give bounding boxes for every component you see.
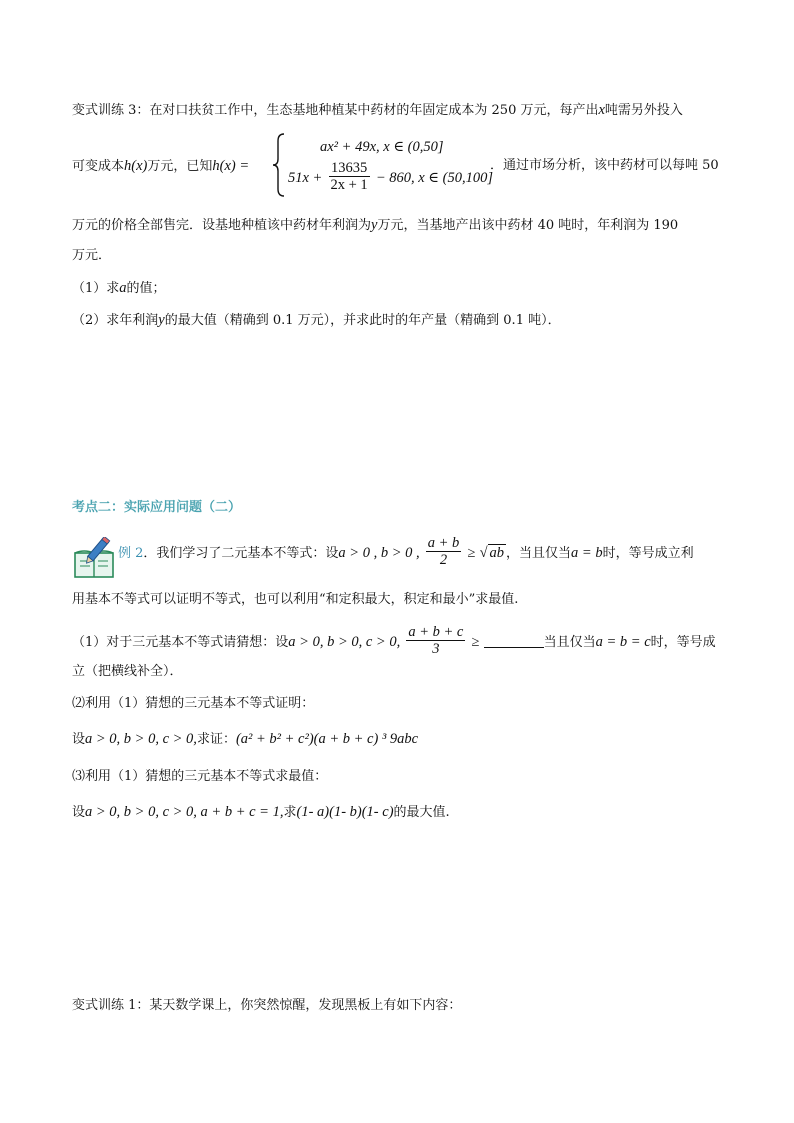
text: 万元，已知: [147, 159, 213, 174]
ex3-line-1: [72, 100, 683, 121]
text: 求: [283, 805, 297, 820]
text: 的值；: [126, 281, 166, 296]
math: (1- a)(1- b)(1- c): [296, 804, 394, 820]
ex3-question-1: [72, 278, 166, 299]
math: − 860, x ∈ (50,100]: [375, 170, 494, 186]
section-heading: 考点二：实际应用问题（二）: [72, 500, 242, 515]
math: ≥: [471, 634, 480, 650]
text: 万元的价格全部售完．设基地种植该中药材年利润为: [72, 218, 372, 233]
text: 时，等号成立利: [602, 546, 694, 561]
text: 万元，当基地产出该中药材 40 吨时，年利润为 190: [377, 218, 679, 233]
text: 当且仅当: [543, 635, 596, 650]
text: （1）对于三元基本不等式请猜想：设: [72, 635, 289, 650]
denominator: 3: [432, 641, 440, 657]
fraction: [426, 535, 462, 568]
text: 时，等号成: [650, 635, 716, 650]
text: 的最大值（精确到 0.1 万元），并求此时的年产量（精确到 0.1 吨）．: [164, 313, 561, 328]
ex3-line-3: [72, 215, 678, 236]
fraction: [406, 624, 465, 657]
math: 51x +: [288, 170, 323, 186]
numerator: 13635: [329, 160, 370, 177]
ex3-question-2: [72, 310, 561, 331]
text: 可变成本: [72, 159, 125, 174]
math: a > 0, b > 0, c > 0, a + b + c = 1,: [85, 804, 284, 820]
fraction: [329, 160, 370, 193]
text: ，当且仅当: [506, 546, 572, 561]
math-var: y: [371, 217, 378, 233]
ex2-part-2: ⑵利用（1）猜想的三元基本不等式证明：: [72, 696, 315, 711]
math-var: a: [119, 280, 127, 296]
piecewise-brace: [272, 133, 286, 197]
book-pencil-icon: [72, 537, 118, 579]
numerator: a + b + c: [408, 624, 464, 640]
ex3-line-4: 万元．: [72, 248, 112, 263]
example-label: 例 2: [118, 546, 144, 561]
ex1-line: 变式训练 1：某天数学课上，你突然惊醒，发现黑板上有如下内容：: [72, 998, 462, 1013]
text: 吨需另外投入: [604, 103, 683, 118]
piecewise-case-1: ax² + 49x, x ∈ (0,50]: [320, 139, 444, 155]
text: 的最大值.: [393, 805, 450, 820]
text: 设: [72, 805, 86, 820]
ex3-line-2-end: ．通过市场分析，该中药材可以每吨 50: [490, 158, 719, 173]
denominator: 2x + 1: [330, 177, 368, 193]
sqrt-body: ab: [489, 545, 505, 561]
sqrt: √ ab: [479, 545, 505, 561]
math-h: h(x): [124, 158, 148, 174]
math-var: y: [158, 312, 165, 328]
math-var: x: [598, 102, 605, 118]
math: a = b: [571, 545, 603, 561]
answer-blank[interactable]: [484, 633, 544, 648]
text: ．我们学习了二元基本不等式：设: [143, 546, 339, 561]
ex2-part-3: ⑶利用（1）猜想的三元基本不等式求最值：: [72, 769, 328, 784]
denominator: 2: [439, 552, 448, 568]
ex2-part-2-proof: [72, 729, 418, 750]
ex2-part-1: [72, 626, 716, 659]
math: a > 0, b > 0, c > 0,: [85, 731, 197, 747]
ex3-line-2: [72, 156, 249, 177]
ex2-part-3-problem: [72, 802, 450, 823]
math-h-def: h(x) =: [212, 158, 250, 174]
ex2-part-1-cont: 立（把横线补全）．: [72, 664, 183, 679]
numerator: a + b: [427, 535, 460, 551]
math: (a² + b² + c²)(a + b + c) ³ 9abc: [235, 731, 419, 747]
ex2-line-1: [118, 537, 694, 570]
math: a = b = c: [595, 634, 651, 650]
text: 求证：: [196, 732, 236, 747]
math: a > 0, b > 0, c > 0,: [288, 634, 401, 650]
piecewise-case-2: [288, 162, 493, 195]
text: （1）求: [72, 281, 120, 296]
text: （2）求年利润: [72, 313, 159, 328]
text: 变式训练 3：在对口扶贫工作中，生态基地种植某中药材的年固定成本为 250 万元，每产出: [72, 103, 599, 118]
text: 设: [72, 732, 86, 747]
math: a > 0 , b > 0 ,: [338, 545, 420, 561]
ex2-line-2: 用基本不等式可以证明不等式，也可以利用“和定积最大，积定和最小”求最值.: [72, 592, 519, 607]
math: ≥: [467, 545, 476, 561]
